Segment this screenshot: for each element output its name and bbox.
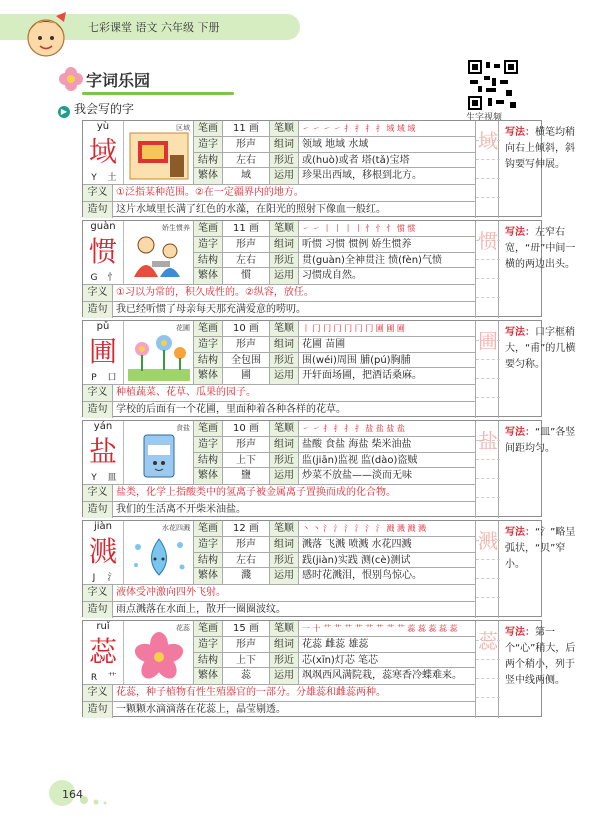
index-letter: G (90, 273, 98, 283)
words: 溅落 飞溅 喷溅 水花四溅 (302, 538, 412, 550)
stroke-order: ㇀ ㇀ ㇀ ㇀ 扌 扌 扌 扌 域 域 域 (302, 124, 416, 133)
label-usage: 运用 (269, 368, 299, 384)
illustration (123, 221, 193, 284)
char-info-grid (193, 421, 475, 484)
sentence: 我已经听惯了母亲每天那充满爱意的唠叨。 (116, 304, 306, 315)
guide-line (476, 197, 500, 198)
writing-tip-label: 写法： (505, 327, 535, 338)
meaning: 盐类，化学上指酸类中的氢离子被金属离子置换而成的化合物。 (116, 487, 396, 498)
char-info-grid (193, 121, 475, 184)
writing-tip (499, 121, 583, 218)
meaning: ①习以为常的，积久成性的。②纵容，放任。 (116, 287, 314, 298)
label-formation: 造字 (193, 437, 223, 453)
guide-line (476, 378, 500, 379)
qr-code[interactable] (468, 60, 518, 110)
structure: 上下 (236, 654, 256, 666)
character: 盐 (88, 435, 117, 468)
writing-tip-label: 写法： (505, 127, 535, 138)
sentence: 我们的生活离不开柴米油盐。 (116, 504, 246, 515)
pinyin: pǔ (96, 321, 110, 332)
sentence: 这片水域里长满了红色的水藻，在阳光的照射下像血一般红。 (116, 204, 386, 215)
writing-tip-label: 写法： (505, 627, 535, 638)
radical: 艹 (107, 673, 117, 683)
stroke-order: 一 十 艹 艹 艹 艹 艹 艹 艹 艹 蕊 蕊 蕊 蕊 蕊 (302, 624, 458, 633)
label-words: 组词 (269, 437, 299, 453)
guide-line (476, 597, 500, 598)
character: 域 (88, 135, 117, 168)
guide-line (476, 178, 500, 179)
label-similar: 形近 (269, 553, 299, 569)
structure: 上下 (236, 454, 256, 466)
info-row (193, 421, 475, 437)
structure: 左右 (236, 154, 256, 166)
label-usage: 运用 (269, 468, 299, 484)
info-row (193, 353, 475, 369)
stroke-count: 10 画 (233, 423, 259, 434)
stroke-count: 11 画 (233, 123, 259, 134)
structure: 左右 (236, 254, 256, 266)
writing-tip-label: 写法： (505, 227, 535, 238)
meaning: 花蕊，种子植物有性生殖器官的一部分。分雄蕊和雌蕊两种。 (116, 687, 386, 698)
sentence-row (83, 401, 475, 418)
words: 花圃 苗圃 (302, 338, 346, 350)
label-formation: 造字 (193, 337, 223, 353)
info-row (193, 153, 475, 169)
label-sentence: 造句 (83, 402, 113, 418)
words: 听惯 习惯 惯例 娇生惯养 (302, 238, 412, 250)
illustration-caption: 花圃 (176, 324, 190, 332)
char-info-grid (193, 321, 475, 384)
index-letter: R (90, 673, 98, 683)
label-traditional: 繁体 (193, 568, 223, 584)
label-usage: 运用 (269, 568, 299, 584)
writing-tip-text: 左窄右宽，“毌”中间一横的两边出头。 (505, 227, 576, 270)
info-row (193, 521, 475, 537)
radical: 土 (107, 173, 117, 183)
radical: 忄 (107, 273, 117, 283)
guide-line (476, 659, 500, 660)
label-meaning: 字义 (83, 385, 113, 401)
character: 圃 (88, 335, 117, 368)
traditional: 慣 (241, 270, 251, 282)
character-entry (82, 220, 576, 317)
label-sentence: 造句 (83, 302, 113, 318)
label-usage: 运用 (269, 268, 299, 284)
writing-tip (499, 321, 583, 418)
section-title: 字词乐园 (86, 71, 151, 90)
label-order: 笔顺 (269, 121, 299, 137)
tracing-box (475, 421, 499, 518)
writing-tip-text: “氵”略呈弧状，“贝”窄小。 (505, 527, 576, 570)
guide-line (476, 559, 500, 560)
label-order: 笔顺 (269, 521, 299, 537)
writing-tip-text: “皿”各竖间距均匀。 (505, 427, 576, 454)
formation: 形声 (236, 238, 256, 250)
guide-line (476, 159, 500, 160)
radical-info (83, 570, 123, 584)
info-row (193, 537, 475, 553)
illustration-caption: 区域 (176, 124, 190, 132)
info-row (193, 337, 475, 353)
label-similar: 形近 (269, 353, 299, 369)
mascot-icon (18, 8, 74, 64)
writing-tip-label: 写法： (505, 527, 535, 538)
info-row (193, 468, 475, 484)
label-words: 组词 (269, 537, 299, 553)
character: 蕊 (88, 635, 117, 668)
info-row (193, 437, 475, 453)
page-number: 164 (62, 788, 83, 801)
writing-tip (499, 421, 583, 518)
writing-tip (499, 621, 583, 718)
usage: 炒菜不放盐——淡而无味 (302, 470, 412, 482)
writing-tip-text: 横笔均稍向右上倾斜，斜钩要写伸展。 (505, 127, 575, 170)
label-usage: 运用 (269, 668, 299, 684)
writing-tip (499, 221, 583, 318)
guide-line (476, 459, 500, 460)
radical-info (83, 670, 123, 684)
guide-line (476, 278, 500, 279)
tracing-box (475, 221, 499, 318)
similar-chars: 践(jiàn)实践 测(cè)测试 (302, 554, 411, 566)
label-structure: 结构 (193, 353, 223, 369)
meaning-row (83, 184, 475, 201)
pinyin: jiàn (93, 521, 113, 532)
label-order: 笔顺 (269, 221, 299, 237)
info-row (193, 137, 475, 153)
label-meaning: 字义 (83, 685, 113, 701)
meaning: 种植蔬菜、花草、瓜果的园子。 (116, 387, 256, 398)
usage: 珍果出西域，移根到北方。 (302, 170, 422, 182)
sentence: 雨点溅落在水面上，散开一圈圈波纹。 (116, 604, 286, 615)
traditional: 鹽 (241, 470, 251, 482)
radical-info (83, 270, 123, 284)
guide-line (476, 359, 500, 360)
tracing-character: 惯 (478, 229, 498, 253)
label-strokes: 笔画 (193, 621, 223, 637)
label-meaning: 字义 (83, 585, 113, 601)
character-entry (82, 520, 576, 617)
meaning-row (83, 684, 475, 701)
guide-line (476, 678, 500, 679)
qr-label: 生字视频 (466, 113, 503, 123)
usage: 感时花溅泪，恨别鸟惊心。 (302, 570, 422, 582)
tracing-box (475, 621, 499, 718)
illustration-caption: 花蕊 (176, 624, 190, 632)
formation: 形声 (236, 438, 256, 450)
info-row (193, 321, 475, 337)
label-structure: 结构 (193, 153, 223, 169)
info-row (193, 168, 475, 184)
words: 领域 地域 水域 (302, 138, 369, 150)
info-row (193, 668, 475, 684)
label-words: 组词 (269, 137, 299, 153)
character-entry (82, 620, 576, 717)
traditional: 蕊 (241, 670, 251, 682)
char-info-grid (193, 521, 475, 584)
label-meaning: 字义 (83, 185, 113, 201)
char-info-grid (193, 221, 475, 284)
label-sentence: 造句 (83, 202, 113, 218)
writing-tip-label: 写法： (505, 427, 535, 438)
sentence: 一颗颗水滴滴落在花蕊上，晶莹剔透。 (116, 704, 286, 715)
pinyin: yán (93, 421, 113, 432)
illustration (123, 521, 193, 584)
radical: 口 (107, 373, 117, 383)
radical-info (83, 370, 123, 384)
label-similar: 形近 (269, 253, 299, 269)
guide-line (476, 578, 500, 579)
words: 盐酸 食盐 海盐 柴米油盐 (302, 438, 412, 450)
info-row (193, 653, 475, 669)
label-words: 组词 (269, 337, 299, 353)
illustration-caption: 食盐 (176, 424, 190, 432)
label-traditional: 繁体 (193, 368, 223, 384)
sentence-row (83, 601, 475, 618)
section-underline (82, 92, 234, 95)
stroke-order: ㇀ ㇀ 丨 丨 丨 丨 忄 忄 忄 惯 惯 (302, 224, 416, 233)
character-entries (82, 120, 576, 717)
label-order: 笔顺 (269, 621, 299, 637)
tracing-character: 域 (478, 129, 498, 153)
structure: 全包围 (231, 354, 261, 366)
pinyin: guàn (90, 221, 116, 232)
meaning-row (83, 484, 475, 501)
label-meaning: 字义 (83, 485, 113, 501)
info-row (193, 553, 475, 569)
character: 惯 (88, 235, 117, 268)
info-row (193, 637, 475, 653)
writing-tip-text: 第一个“心”稍大，后两个稍小，列于竖中线两侧。 (505, 627, 576, 686)
writing-tip (499, 521, 583, 618)
tracing-box (475, 521, 499, 618)
formation: 形声 (236, 138, 256, 150)
guide-line (476, 697, 500, 698)
pinyin: yù (96, 121, 110, 132)
usage: 习惯成自然。 (302, 270, 362, 282)
illustration (123, 121, 193, 184)
label-meaning: 字义 (83, 285, 113, 301)
label-similar: 形近 (269, 153, 299, 169)
label-similar: 形近 (269, 453, 299, 469)
stroke-count: 15 画 (233, 623, 259, 634)
label-traditional: 繁体 (193, 468, 223, 484)
label-strokes: 笔画 (193, 221, 223, 237)
label-strokes: 笔画 (193, 421, 223, 437)
tracing-character: 溅 (478, 529, 498, 553)
illustration (123, 321, 193, 384)
info-row (193, 253, 475, 269)
character-entry (82, 120, 575, 217)
index-letter: Y (91, 173, 97, 183)
char-info-grid (193, 621, 475, 684)
label-formation: 造字 (193, 237, 223, 253)
info-row (193, 621, 475, 637)
index-letter: Y (91, 473, 97, 483)
similar-chars: 监(jiān)监视 监(dào)盗贼 (302, 454, 418, 466)
meaning-row (83, 384, 475, 401)
similar-chars: 贯(guàn)全神贯注 愤(fèn)气愤 (302, 254, 442, 266)
label-structure: 结构 (193, 653, 223, 669)
label-traditional: 繁体 (193, 268, 223, 284)
radical: 皿 (107, 473, 117, 483)
label-sentence: 造句 (83, 502, 113, 518)
similar-chars: 围(wéi)周围 脯(pú)胸脯 (302, 354, 411, 366)
meaning-row (83, 584, 475, 601)
label-traditional: 繁体 (193, 668, 223, 684)
illustration (123, 421, 193, 484)
info-row (193, 568, 475, 584)
book-series: 七彩课堂 语文 六年级 下册 (88, 21, 220, 34)
label-order: 笔顺 (269, 421, 299, 437)
label-structure: 结构 (193, 553, 223, 569)
radical-info (83, 170, 123, 184)
label-words: 组词 (269, 637, 299, 653)
stroke-order: 丶 丶 氵 氵 氵 氵 氵 氵 溅 溅 溅 溅 (302, 524, 426, 533)
flower-icon (56, 64, 86, 94)
tracing-character: 盐 (478, 429, 498, 453)
tracing-box (475, 121, 499, 218)
tracing-character: 圃 (478, 329, 498, 353)
illustration-caption: 水花四溅 (162, 524, 190, 532)
illustration (123, 621, 193, 684)
section-subtitle (58, 100, 134, 118)
formation: 形声 (236, 638, 256, 650)
stroke-count: 11 画 (233, 223, 259, 234)
label-traditional: 繁体 (193, 168, 223, 184)
info-row (193, 237, 475, 253)
label-order: 笔顺 (269, 321, 299, 337)
sentence-row (83, 501, 475, 518)
meaning: ①泛指某种范围。②在一定疆界内的地方。 (116, 187, 304, 198)
label-structure: 结构 (193, 453, 223, 469)
words: 花蕊 雌蕊 雄蕊 (302, 638, 369, 650)
label-words: 组词 (269, 237, 299, 253)
formation: 形声 (236, 538, 256, 550)
guide-line (476, 397, 500, 398)
index-letter: J (92, 573, 96, 583)
radical-info (83, 470, 123, 484)
info-row (193, 121, 475, 137)
character-entry (82, 420, 576, 517)
stroke-order: ㇀ ㇀ 扌 扌 扌 扌 盐 盐 盐 盐 (302, 424, 405, 433)
info-row (193, 268, 475, 284)
info-row (193, 221, 475, 237)
info-row (193, 453, 475, 469)
label-usage: 运用 (269, 168, 299, 184)
sentence: 学校的后面有一个花圃，里面种着各种各样的花草。 (116, 404, 346, 415)
label-strokes: 笔画 (193, 521, 223, 537)
meaning: 液体受冲激向四外飞射。 (116, 587, 226, 598)
writing-tip-text: 口字框稍大，“甫”的几横要匀称。 (505, 327, 576, 370)
usage: 开轩面场圃，把酒话桑麻。 (302, 370, 422, 382)
structure: 左右 (236, 554, 256, 566)
subtitle-text: 我会写的字 (74, 102, 135, 116)
tracing-character: 蕊 (478, 629, 498, 653)
pinyin: ruǐ (96, 621, 110, 632)
traditional: 圃 (241, 370, 251, 382)
similar-chars: 或(huò)或者 塔(tǎ)宝塔 (302, 154, 410, 166)
index-letter: P (91, 373, 97, 383)
traditional: 濺 (241, 570, 251, 582)
guide-line (476, 478, 500, 479)
label-formation: 造字 (193, 537, 223, 553)
stroke-count: 10 画 (233, 323, 259, 334)
traditional: 域 (241, 170, 251, 182)
label-structure: 结构 (193, 253, 223, 269)
tracing-box (475, 321, 499, 418)
guide-line (476, 259, 500, 260)
character: 溅 (88, 535, 117, 568)
character-entry (82, 320, 576, 417)
guide-line (476, 497, 500, 498)
sentence-row (83, 701, 475, 718)
similar-chars: 芯(xīn)灯芯 笔芯 (302, 654, 379, 666)
guide-line (476, 297, 500, 298)
label-strokes: 笔画 (193, 321, 223, 337)
label-formation: 造字 (193, 137, 223, 153)
label-similar: 形近 (269, 653, 299, 669)
label-formation: 造字 (193, 637, 223, 653)
stroke-order: 丨 冂 冂 冂 冂 冂 冂 圃 圃 圃 (302, 324, 405, 333)
stroke-count: 12 画 (233, 523, 259, 534)
usage: 飒飒西风满院栽，蕊寒香冷蝶难来。 (302, 670, 462, 682)
sentence-row (83, 301, 475, 318)
label-strokes: 笔画 (193, 121, 223, 137)
label-sentence: 造句 (83, 602, 113, 618)
illustration-caption: 娇生惯养 (162, 224, 190, 232)
page-decoration (48, 778, 128, 808)
play-icon: ▶ (58, 106, 70, 118)
radical: 氵 (107, 573, 117, 583)
info-row (193, 368, 475, 384)
meaning-row (83, 284, 475, 301)
formation: 形声 (236, 338, 256, 350)
sentence-row (83, 201, 475, 218)
label-sentence: 造句 (83, 702, 113, 718)
